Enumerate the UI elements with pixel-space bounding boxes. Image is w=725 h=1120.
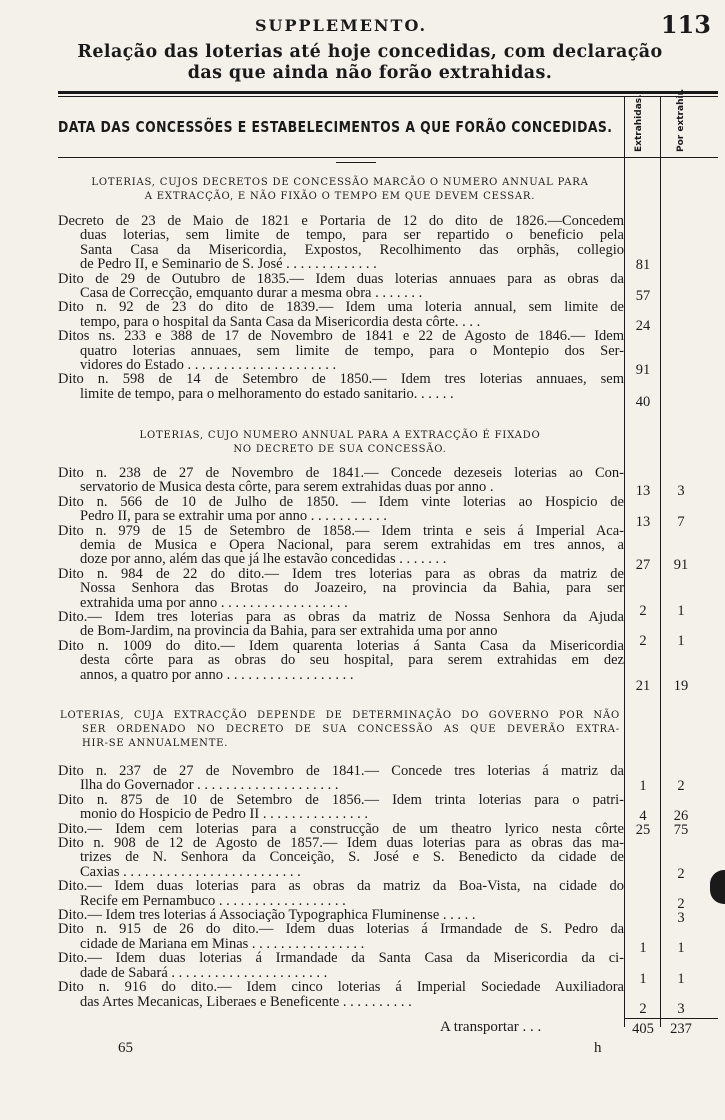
value-extrahidas: 13 — [635, 483, 651, 499]
entry-line: Decreto de 23 de Maio de 1821 e Portaria de 12 do dito de 1826.—Concedem — [58, 213, 624, 229]
entry-line: doze por anno, além das que já lhe estavão concedidas . . . . . . . — [80, 551, 447, 568]
column-header-extrahidas: Extrahidas. — [634, 94, 644, 152]
entry-line: Dito n. 979 de 15 de Setembro de 1858.— Idem trinta e seis á Imperial Aca- — [58, 522, 624, 539]
section-3-title-line: LOTERIAS, CUJA EXTRACÇÃO DEPENDE DE DETERMINAÇÃO DO GOVERNO POR NÃO — [60, 710, 620, 721]
entry — [58, 980, 624, 1009]
section-2-title-line: LOTERIAS, CUJO NUMERO ANNUAL PARA A EXTRACÇÃO É FIXADO — [139, 430, 541, 441]
value-extrahidas: 1 — [639, 971, 647, 987]
entry-line: duas loterias, sem limite de tempo, para ser repartido o beneficio pela — [80, 227, 624, 244]
value-por-extrahir: 1 — [677, 971, 685, 987]
page-number: 113 — [660, 10, 711, 39]
entry-line: servatorio de Musica desta côrte, para serem extrahidas duas por anno . — [80, 479, 494, 496]
entry-line: Dito n. 915 de 26 do dito.— Idem duas loterias á Irmandade de S. Pedro da — [58, 921, 624, 938]
entry-line: Dito n. 598 de 14 de Setembro de 1850.— Idem tres loterias annuaes, sem — [58, 371, 624, 388]
entry-line: Santa Casa da Misericordia, Expostos, Recolhimento das orphãs, collegio — [80, 241, 624, 258]
value-extrahidas: 27 — [635, 557, 651, 573]
value-por-extrahir: 1 — [677, 940, 685, 956]
entry-line: Pedro II, para se extrahir uma por anno . . . . . . . . . . . — [80, 508, 387, 525]
entry-line: limite de tempo, para o melhoramento do estado sanitario. . . . . . — [80, 385, 454, 402]
value-extrahidas: 13 — [635, 514, 651, 530]
section-2-title — [60, 429, 620, 457]
section-2-entries — [58, 466, 624, 682]
entry-line: extrahida uma por anno . . . . . . . . . . . . . . . . . . — [80, 594, 348, 611]
entry-line: Caxias . . . . . . . . . . . . . . . . . . . . . . . . . — [80, 863, 301, 880]
entry-line: demia de Musica e Opera Nacional, para serem extrahidas em tres annos, a — [80, 537, 624, 554]
section-1-title-line: LOTERIAS, CUJOS DECRETOS DE CONCESSÃO MARCÃO O NUMERO ANNUAL PARA — [91, 177, 589, 188]
ink-blot — [710, 870, 725, 904]
entry — [58, 524, 624, 567]
entry — [58, 908, 624, 922]
entry-line: tempo, para o hospital da Santa Casa da Misericordia desta côrte. . . . — [80, 313, 481, 330]
entry-line: Ilha do Governador . . . . . . . . . . . . . . . . . . . . — [80, 777, 339, 794]
running-header-title: SUPPLEMENTO. — [255, 16, 428, 35]
entry-line: Dito.— Idem tres loterias para as obras da matriz de Nossa Senhora da Ajuda — [58, 609, 624, 626]
entry-line: Dito.— Idem tres loterias á Associação Typographica Fluminense . . . . . — [58, 907, 476, 924]
value-por-extrahir: 26 — [673, 808, 689, 824]
column-header-rule — [58, 157, 718, 158]
section-1-entries — [58, 214, 624, 401]
value-extrahidas: 4 — [639, 808, 647, 824]
section-3-entries — [58, 764, 624, 1009]
entry-line: Recife em Pernambuco . . . . . . . . . . . . . . . . . . — [80, 892, 346, 909]
entry-line: Dito.— Idem cem loterias para a construcção de um theatro lyrico nesta côrte — [58, 820, 624, 837]
section-3-title-line: SER ORDENADO NO DECRETO DE SUA CONCESSÃO AS QUE DEVERÃO EXTRA- — [82, 724, 620, 735]
value-por-extrahir: 19 — [673, 678, 689, 694]
value-extrahidas: 24 — [635, 318, 651, 334]
entry — [58, 922, 624, 951]
document-heading-line-1: Relação das loterias até hoje concedidas, com declaração — [77, 42, 663, 62]
entry — [58, 951, 624, 980]
section-1-title-line: A EXTRACÇÃO, E NÃO FIXÃO O TEMPO EM QUE DEVEM CESSAR. — [144, 191, 536, 202]
document-heading-line-2: das que ainda não forão extrahidas. — [187, 63, 553, 83]
entry-line: Dito n. 238 de 27 de Novembro de 1841.— Concede dezeseis loterias ao Con- — [58, 465, 624, 481]
value-por-extrahir: 3 — [677, 1001, 685, 1017]
value-por-extrahir: 1 — [677, 603, 685, 619]
entry — [58, 329, 624, 372]
entry-line: Dito n. 875 de 10 de Setembro de 1856.— Idem trinta loterias para o patri- — [58, 791, 624, 808]
value-extrahidas: 2 — [639, 603, 647, 619]
entry-line: quatro loterias annuaes, sem limite de tempo, para o Montepio dos Ser- — [80, 342, 624, 359]
entry — [58, 793, 624, 822]
entry-line: monio do Hospicio de Pedro II . . . . . . . . . . . . . . . — [80, 806, 368, 823]
entry-line: Dito n. 566 de 10 de Julho de 1850. — Idem vinte loterias ao Hospicio de — [58, 493, 624, 510]
entry-line: Dito n. 984 de 22 do dito.— Idem tres loterias para as obras da matriz de — [58, 565, 624, 582]
total-extrahidas: 405 — [632, 1021, 654, 1037]
column-divider-mid — [660, 97, 661, 1027]
value-extrahidas: 57 — [635, 288, 651, 304]
column-divider-left — [624, 97, 625, 1027]
entry-line: desta côrte para as obras do seu hospital, para serem extrahidas em dez — [80, 652, 624, 669]
entry — [58, 214, 624, 272]
signature-mark: h — [594, 1040, 602, 1056]
total-por-extrahir: 237 — [670, 1021, 692, 1037]
entry-line: Nossa Senhora das Brotas do Joazeiro, na provincia da Bahia, para ser — [80, 580, 624, 597]
value-extrahidas: 1 — [639, 940, 647, 956]
value-extrahidas: 81 — [635, 257, 651, 273]
entry — [58, 495, 624, 524]
value-extrahidas: 21 — [635, 678, 651, 694]
heading-rule-thick — [58, 91, 718, 94]
entry — [58, 764, 624, 793]
entry-line: Dito n. 92 de 23 do dito de 1839.— Idem uma loteria annual, sem limite de — [58, 299, 624, 316]
value-extrahidas: 1 — [639, 778, 647, 794]
heading-rule-thin — [58, 96, 718, 97]
value-por-extrahir: 7 — [677, 514, 685, 530]
entry — [58, 567, 624, 610]
entry-line: Dito n. 237 de 27 de Novembro de 1841.— Concede tres loterias á matriz da — [58, 763, 624, 779]
entry — [58, 466, 624, 495]
value-extrahidas: 2 — [639, 633, 647, 649]
transport-label: A transportar . . . — [440, 1019, 542, 1035]
entry — [58, 372, 624, 401]
entry-line: de Pedro II, e Seminario de S. José . . . . . . . . . . . . . — [80, 256, 377, 273]
value-por-extrahir: 2 — [677, 778, 685, 794]
value-extrahidas: 91 — [635, 362, 651, 378]
value-extrahidas: 2 — [639, 1001, 647, 1017]
value-extrahidas: 40 — [635, 394, 651, 410]
entry-line: Dito n. 1009 do dito.— Idem quarenta loterias á Santa Casa da Misericordia — [58, 637, 624, 654]
entry — [58, 300, 624, 329]
value-por-extrahir: 3 — [677, 483, 685, 499]
folio-number: 65 — [118, 1040, 133, 1056]
value-por-extrahir: 1 — [677, 633, 685, 649]
entry — [58, 639, 624, 682]
value-por-extrahir: 75 — [673, 822, 689, 838]
entry — [58, 610, 624, 639]
entry-line: Dito.— Idem duas loterias á Irmandade da Santa Casa da Misericordia da ci- — [58, 950, 624, 967]
entry-line: Dito de 29 de Outubro de 1835.— Idem duas loterias annuaes para as obras da — [58, 270, 624, 287]
entry-line: cidade de Mariana em Minas . . . . . . . . . . . . . . . . — [80, 935, 365, 952]
value-extrahidas: 25 — [635, 822, 651, 838]
entry-line: Dito n. 916 do dito.— Idem cinco loterias á Imperial Sociedade Auxiliadora — [58, 979, 624, 996]
entry-line: vidores do Estado . . . . . . . . . . . . . . . . . . . . . — [80, 357, 337, 374]
entry-line: Ditos ns. 233 e 388 de 17 de Novembro de 1841 e 22 de Agosto de 1846.— Idem — [58, 328, 624, 345]
value-por-extrahir: 3 — [677, 910, 685, 926]
entry — [58, 836, 624, 879]
section-3-title — [60, 709, 620, 751]
section-3-title-line: HIR-SE ANNUALMENTE. — [82, 738, 229, 749]
entry — [58, 822, 624, 836]
section-1-title — [60, 176, 620, 204]
column-header-main: DATA DAS CONCESSÕES E ESTABELECIMENTOS A QUE FORÃO CONCEDIDAS. — [58, 118, 613, 136]
section-separator — [336, 162, 376, 163]
value-por-extrahir: 2 — [677, 896, 685, 912]
entry-line: dade de Sabará . . . . . . . . . . . . . . . . . . . . . . — [80, 964, 328, 981]
section-2-title-line: NO DECRETO DE SUA CONCESSÃO. — [233, 444, 447, 455]
entry-line: de Bom-Jardim, na provincia da Bahia, para ser extrahida uma por anno — [80, 623, 498, 640]
entry — [58, 879, 624, 908]
value-por-extrahir: 91 — [673, 557, 689, 573]
entry-line: das Artes Mecanicas, Liberaes e Beneficente . . . . . . . . . . — [80, 993, 412, 1010]
entry-line: Casa de Correcção, emquanto durar a mesma obra . . . . . . . — [80, 285, 423, 302]
entry — [58, 272, 624, 301]
totals-rule — [624, 1018, 718, 1019]
value-por-extrahir: 2 — [677, 866, 685, 882]
entry-line: trizes de N. Senhora da Conceição, S. José e S. Benedicto da cidade de — [80, 849, 624, 866]
entry-line: Dito n. 908 de 12 de Agosto de 1857.— Idem duas loterias para as obras das ma- — [58, 835, 624, 852]
column-header-por-extrahir: Por extrahir. — [676, 88, 686, 152]
entry-line: Dito.— Idem duas loterias para as obras da matriz da Boa-Vista, na cidade do — [58, 878, 624, 895]
entry-line: annos, a quatro por anno . . . . . . . . . . . . . . . . . . — [80, 666, 354, 683]
